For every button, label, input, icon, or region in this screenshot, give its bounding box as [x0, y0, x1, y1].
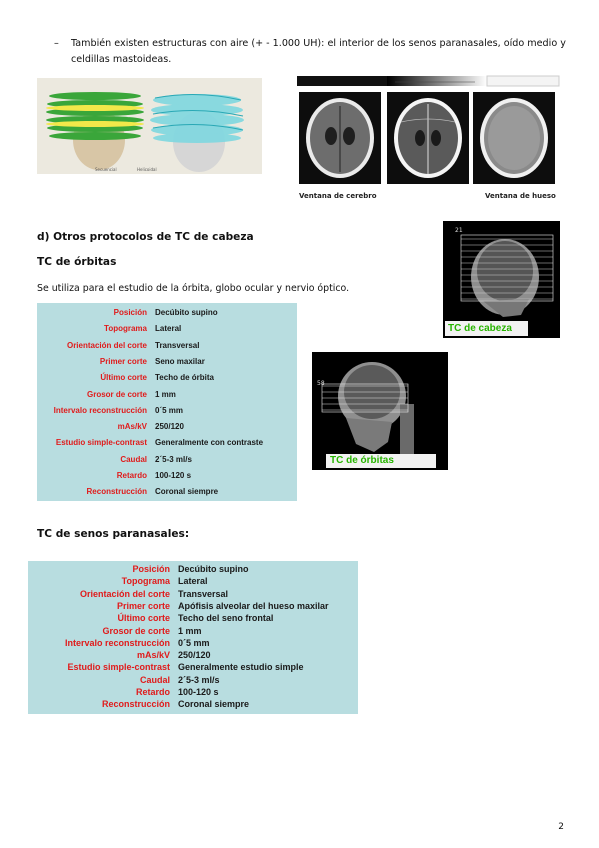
parameter-label: Estudio simple-contrast — [67, 662, 170, 673]
parameter-value: Techo del seno frontal — [178, 613, 274, 624]
table-row — [28, 625, 358, 637]
table-row — [37, 403, 297, 419]
parameter-label: Topograma — [104, 324, 147, 334]
table-row — [28, 661, 358, 673]
parameter-value: Generalmente estudio simple — [178, 662, 304, 673]
table-row — [28, 575, 358, 587]
parameter-label: mAs/kV — [136, 650, 170, 661]
parameter-label: Retardo — [135, 687, 170, 697]
parameter-value: Lateral — [155, 324, 182, 334]
orbitas-protocol-table — [37, 303, 297, 501]
label-brain-window: Ventana de cerebro — [299, 192, 377, 200]
helmet-figure — [37, 78, 262, 174]
parameter-label: Último corte — [117, 613, 170, 624]
parameter-label: Último corte — [100, 373, 147, 383]
parameter-label: Reconstrucción — [101, 699, 170, 710]
table-row — [37, 468, 297, 484]
parameter-label: mAs/kV — [117, 422, 147, 432]
table-row — [37, 305, 297, 321]
parameter-value: 2´5-3 ml/s — [155, 454, 192, 464]
parameter-value: 1 mm — [155, 389, 176, 399]
table-row — [28, 600, 358, 612]
parameter-value: 100-120 s — [178, 687, 219, 697]
ct-mid-window-image — [387, 92, 469, 184]
parameter-value: Techo de órbita — [155, 373, 214, 383]
parameter-label: Primer corte — [99, 356, 147, 366]
parameter-label: Retardo — [116, 471, 147, 480]
parameter-value: Seno maxilar — [155, 356, 205, 366]
senos-protocol-table — [28, 561, 358, 714]
parameter-label: Grosor de corte — [102, 625, 170, 636]
parameter-value: 0´5 mm — [155, 405, 184, 415]
scout-orbits-marker: 58 — [317, 380, 325, 387]
parameter-value: 0´5 mm — [178, 637, 210, 648]
scout-head-caption: TC de cabeza — [445, 321, 528, 336]
parameter-label: Intervalo reconstrucción — [53, 405, 147, 415]
ct-brain-window-image — [299, 92, 381, 184]
bullet-paragraph — [54, 36, 574, 68]
parameter-value: Generalmente con contraste — [155, 438, 264, 448]
scout-head-marker: 21 — [455, 227, 463, 234]
table-row — [37, 354, 297, 370]
parameter-label: Caudal — [120, 454, 147, 464]
helmet-illustration — [37, 78, 262, 174]
table-row — [28, 649, 358, 661]
table-row — [28, 637, 358, 649]
parameter-value: Apófisis alveolar del hueso maxilar — [178, 600, 329, 611]
bullet-text: También existen estructuras con aire (+ - 1.000 UH): el interior de los senos paranasales, oído medio y celdillas mastoideas. — [71, 38, 566, 65]
parameter-label: Posición — [113, 308, 147, 317]
ct-window-figure — [295, 72, 561, 204]
table-row — [37, 370, 297, 386]
parameter-value: 2´5-3 ml/s — [178, 674, 220, 685]
table-row — [37, 484, 297, 500]
parameter-value: Transversal — [178, 588, 229, 599]
parameter-label: Orientación del corte — [79, 588, 170, 599]
table-row — [28, 588, 358, 600]
scout-head-image — [443, 221, 560, 338]
parameter-label: Grosor de corte — [86, 389, 147, 399]
orbitas-heading: TC de órbitas — [37, 256, 117, 268]
parameter-value: 100-120 s — [155, 471, 192, 480]
parameter-label: Reconstrucción — [86, 487, 147, 497]
table-row — [28, 612, 358, 624]
parameter-value: 1 mm — [178, 625, 202, 636]
parameter-label: Intervalo reconstrucción — [64, 637, 170, 648]
table-row — [37, 419, 297, 435]
label-bone-window: Ventana de hueso — [485, 192, 556, 200]
parameter-value: Coronal siempre — [178, 699, 250, 710]
table-row — [28, 698, 358, 710]
parameter-value: 250/120 — [178, 650, 211, 661]
parameter-value: Coronal siempre — [155, 487, 219, 497]
scout-orbits-image — [312, 352, 448, 470]
table-row — [28, 674, 358, 686]
parameter-label: Topograma — [121, 576, 170, 587]
parameter-value: 250/120 — [155, 422, 184, 432]
table-row — [37, 338, 297, 354]
table-row — [37, 387, 297, 403]
scout-orbits-caption: TC de órbitas — [326, 454, 436, 468]
page-number: 2 — [558, 822, 564, 832]
parameter-label: Orientación del corte — [66, 340, 147, 350]
helmet-caption-right: Helicoidal — [137, 167, 157, 172]
parameter-value: Decúbito supino — [155, 308, 218, 317]
table-row — [37, 435, 297, 451]
parameter-value: Transversal — [155, 340, 200, 350]
table-row — [28, 563, 358, 575]
ct-bone-window-image — [473, 92, 555, 184]
helmet-caption-left: Secuencial — [95, 167, 117, 172]
table-row — [28, 686, 358, 698]
bullet-dash: – — [54, 38, 59, 49]
parameter-label: Posición — [132, 564, 170, 574]
parameter-value: Lateral — [178, 576, 208, 587]
orbitas-description: Se utiliza para el estudio de la órbita, globo ocular y nervio óptico. — [37, 283, 350, 294]
table-row — [37, 452, 297, 468]
parameter-value: Decúbito supino — [178, 564, 249, 574]
section-title-d: d) Otros protocolos de TC de cabeza — [37, 231, 254, 243]
parameter-label: Primer corte — [116, 600, 170, 611]
senos-heading: TC de senos paranasales: — [37, 528, 190, 540]
window-scale-graphic — [295, 72, 561, 90]
parameter-label: Estudio simple-contrast — [55, 438, 147, 448]
table-row — [37, 321, 297, 337]
parameter-label: Caudal — [139, 674, 170, 685]
